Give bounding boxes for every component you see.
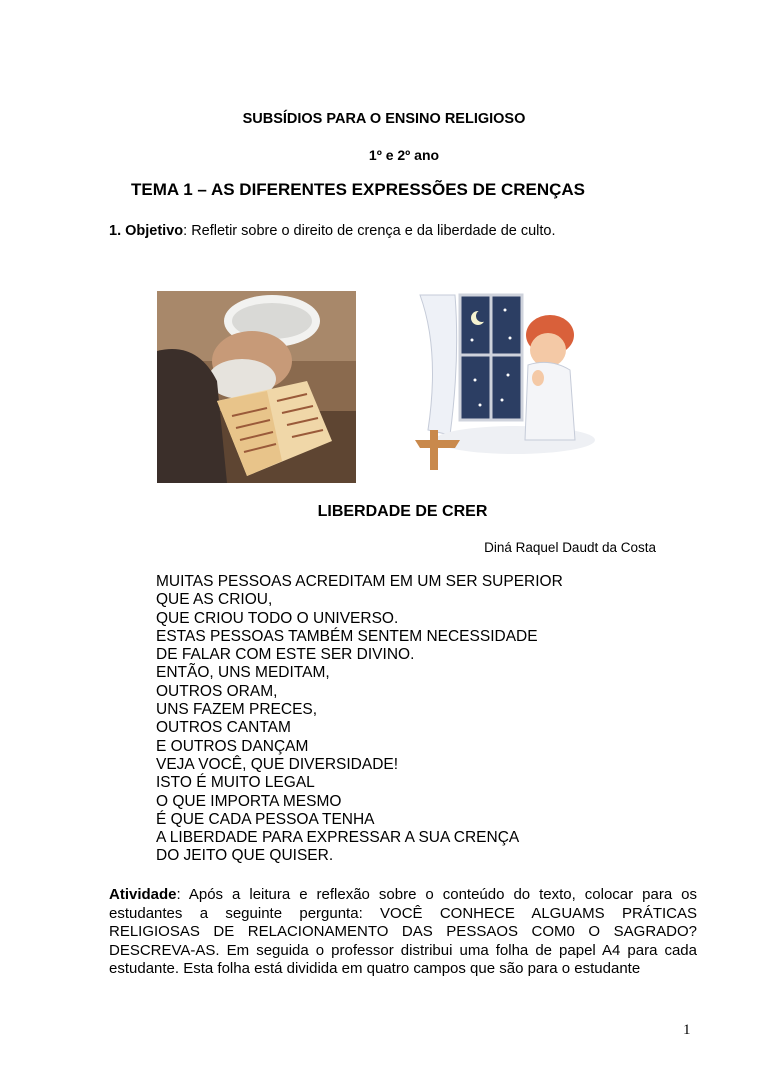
poem-line: OUTROS ORAM, (156, 682, 278, 700)
poem-line: ISTO É MUITO LEGAL (156, 774, 315, 792)
poem-line: E OUTROS DANÇAM (156, 737, 309, 755)
grade-label: 1º e 2º ano (368, 147, 440, 163)
poem-line: VEJA VOCÊ, QUE DIVERSIDADE! (156, 755, 399, 773)
child-praying-icon (410, 290, 600, 482)
document-title: SUBSÍDIOS PARA O ENSINO RELIGIOSO (242, 111, 526, 127)
poem-line: QUE CRIOU TODO O UNIVERSO. (156, 609, 399, 627)
poem-line: DE FALAR COM ESTE SER DIVINO. (156, 646, 415, 664)
poem-line: O QUE IMPORTA MESMO (156, 792, 342, 810)
objective-text: : Refletir sobre o direito de crença e da liberdade de culto. (183, 223, 556, 239)
poem-line: MUITAS PESSOAS ACREDITAM EM UM SER SUPERIOR (156, 573, 563, 590)
activity-text: : Após a leitura e reflexão sobre o conteúdo do texto, colocar para os estudantes a seguinte pergunta: VOCÊ CONHECE ALGUAMS PRÁTICAS RELIGIOSAS DE RELACIONAMENTO DAS PESSAOS COM0 O SAGRADO? DESCREVA-AS. Em seguida o professor distribui uma folha de papel A4 para cada estudante. Esta folha está dividida em quatro campos que são para o estudante (109, 886, 697, 977)
poem-line: A LIBERDADE PARA EXPRESSAR A SUA CRENÇA (156, 829, 520, 847)
activity-paragraph (109, 886, 697, 979)
poem-line: UNS FAZEM PRECES, (156, 701, 318, 719)
poem-author: Diná Raquel Daudt da Costa (484, 540, 656, 555)
poem-line: ENTÃO, UNS MEDITAM, (156, 664, 330, 682)
poem-line: DO JEITO QUE QUISER. (156, 847, 334, 865)
poem-title: LIBERDADE DE CRER (317, 503, 488, 520)
man-reading-icon (157, 291, 356, 483)
poem-line: OUTROS CANTAM (156, 719, 291, 737)
poem-line: ESTAS PESSOAS TAMBÉM SENTEM NECESSIDADE (156, 627, 538, 645)
objective-paragraph (109, 223, 556, 239)
poem-body (156, 573, 563, 866)
activity-label: Atividade (109, 886, 177, 903)
page-number: 1 (683, 1022, 691, 1038)
theme-heading: TEMA 1 – AS DIFERENTES EXPRESSÕES DE CRENÇAS (130, 180, 586, 199)
objective-label: 1. Objetivo (109, 223, 184, 239)
poem-line: QUE AS CRIOU, (156, 591, 273, 609)
poem-line: É QUE CADA PESSOA TENHA (156, 810, 375, 828)
